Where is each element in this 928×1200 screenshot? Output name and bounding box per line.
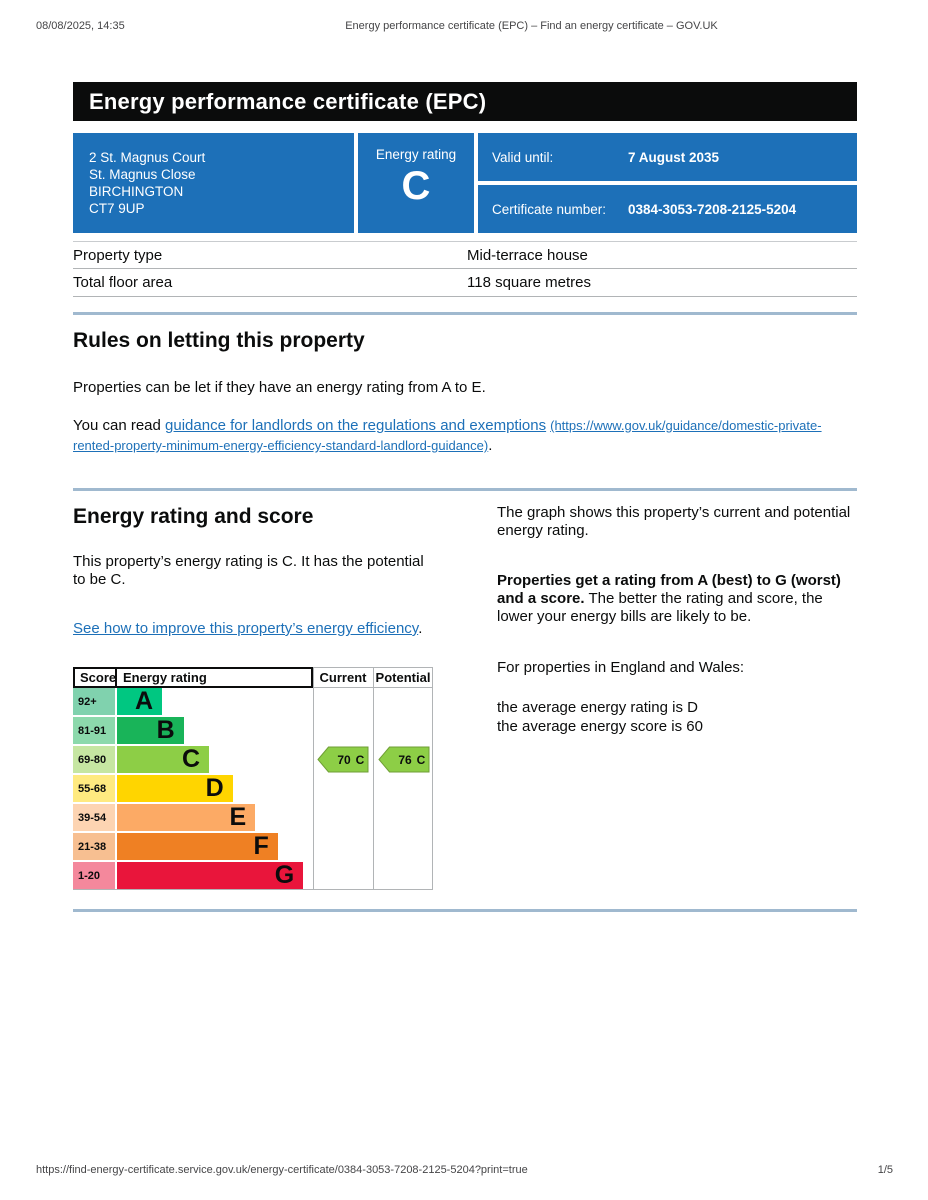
epc-score-range: 39-54 — [73, 804, 115, 831]
rules-paragraph: Properties can be let if they have an energy rating from A to E. — [73, 379, 486, 396]
epc-band-bar-e — [117, 804, 255, 831]
epc-band-row-b — [73, 717, 433, 744]
svg-text:70: 70 — [337, 753, 351, 767]
property-address — [73, 133, 354, 233]
rating-explanation-rest: The better the rating and score, the lower your energy bills are likely to be. — [497, 590, 823, 625]
certificate-number-label: Certificate number: — [492, 201, 607, 217]
guidance-text-suffix: . — [488, 437, 493, 454]
section-divider — [73, 909, 857, 912]
section-divider — [73, 488, 857, 491]
chart-col-energy-rating: Energy rating — [123, 670, 207, 685]
epc-band-bar-c — [117, 746, 209, 773]
epc-score-range: 21-38 — [73, 833, 115, 860]
epc-band-area — [117, 775, 313, 802]
epc-band-bar-a — [117, 688, 162, 715]
chart-header-left — [73, 667, 313, 688]
certificate-validity-panel — [478, 133, 857, 233]
valid-until-label: Valid until: — [492, 149, 554, 165]
svg-text:C: C — [355, 753, 365, 767]
guidance-link-url: (https://www.gov.uk/guidance/domestic-private-rented-property-minimum-energy-efficiency-standard-landlord-guidance) — [73, 418, 822, 453]
average-score-line: the average energy score is 60 — [497, 718, 703, 735]
energy-rating-section — [73, 504, 857, 890]
chart-col-current: Current — [313, 667, 373, 688]
valid-until-row — [478, 133, 857, 181]
rules-heading: Rules on letting this property — [73, 329, 365, 352]
epc-band-letter: G — [274, 861, 295, 889]
epc-band-letter: D — [205, 774, 224, 802]
epc-band-area — [117, 833, 313, 860]
epc-band-bar-f — [117, 833, 278, 860]
print-url: https://find-energy-certificate.service.gov.uk/energy-certificate/0384-3053-7208-2125-5204?print=true — [36, 1164, 528, 1176]
property-type-label: Property type — [73, 246, 163, 264]
certificate-number-value: 0384-3053-7208-2125-5204 — [628, 201, 797, 217]
energy-rating-panel — [358, 133, 474, 233]
table-row — [73, 269, 857, 297]
address-line: CT7 9UP — [89, 201, 145, 216]
section-divider — [73, 312, 857, 315]
certificate-number-row — [478, 185, 857, 233]
print-document-title: Energy performance certificate (EPC) – Find an energy certificate – GOV.UK — [345, 20, 718, 32]
epc-score-range: 55-68 — [73, 775, 115, 802]
chart-grid-line — [432, 667, 433, 890]
epc-band-row-d — [73, 775, 433, 802]
rating-explanation-bold: Properties get a rating from A (best) to G (worst) and a score. — [497, 572, 841, 607]
certificate-page — [73, 82, 857, 912]
rating-right-column — [497, 504, 857, 890]
energy-rating-heading: Energy rating and score — [73, 505, 314, 528]
epc-band-area — [117, 717, 313, 744]
potential-rating-arrow — [378, 746, 430, 773]
guidance-text-prefix: You can read — [73, 417, 166, 434]
chart-grid-line — [313, 667, 314, 890]
page-title: Energy performance certificate (EPC) — [89, 88, 487, 114]
chart-col-score: Score — [75, 669, 117, 686]
epc-band-row-a — [73, 688, 433, 715]
address-line: BIRCHINGTON — [89, 184, 184, 199]
epc-band-row-g — [73, 862, 433, 889]
epc-band-area — [117, 804, 313, 831]
svg-text:76: 76 — [398, 753, 412, 767]
epc-band-letter: E — [229, 803, 247, 831]
energy-rating-chart — [73, 667, 433, 890]
total-floor-area-label: Total floor area — [73, 274, 173, 291]
chart-grid-line — [373, 667, 374, 890]
epc-band-area — [117, 862, 313, 889]
landlord-guidance-paragraph — [73, 416, 857, 456]
epc-band-letter: B — [156, 716, 175, 744]
address-line: St. Magnus Close — [89, 167, 196, 182]
epc-score-range: 69-80 — [73, 746, 115, 773]
epc-band-area — [117, 746, 313, 773]
print-page-number: 1/5 — [877, 1164, 893, 1176]
certificate-banner — [73, 82, 857, 121]
improve-paragraph — [73, 619, 437, 638]
svg-text:C: C — [416, 753, 426, 767]
average-rating-line: the average energy rating is D — [497, 699, 698, 716]
epc-score-range: 92+ — [73, 688, 115, 715]
energy-rating-value: C — [401, 164, 431, 208]
epc-score-range: 1-20 — [73, 862, 115, 889]
valid-until-value: 7 August 2035 — [628, 149, 720, 165]
chart-col-potential: Potential — [373, 667, 433, 688]
epc-band-area — [117, 688, 313, 715]
guidance-link-text: guidance for landlords on the regulations and exemptions — [165, 417, 547, 434]
print-datetime: 08/08/2025, 14:35 — [36, 20, 125, 32]
print-footer — [36, 1164, 893, 1176]
certificate-summary-box — [73, 133, 857, 233]
total-floor-area-value: 118 square metres — [467, 274, 591, 291]
improve-efficiency-link[interactable]: See how to improve this property’s energy efficiency — [73, 620, 419, 637]
averages-paragraph — [497, 698, 857, 736]
epc-band-bar-d — [117, 775, 233, 802]
energy-rating-label: Energy rating — [375, 147, 457, 162]
chart-band-rows — [73, 688, 433, 890]
landlord-guidance-link[interactable] — [73, 417, 822, 454]
table-row — [73, 241, 857, 269]
address-line: 2 St. Magnus Court — [89, 150, 206, 165]
epc-band-letter: C — [182, 745, 201, 773]
current-rating-arrow — [317, 746, 369, 773]
chart-header-row — [73, 667, 433, 688]
epc-score-range: 81-91 — [73, 717, 115, 744]
rating-explanation-paragraph — [497, 572, 857, 626]
epc-band-letter: A — [135, 687, 154, 715]
rating-left-column — [73, 504, 437, 890]
epc-band-row-e — [73, 804, 433, 831]
england-wales-paragraph: For properties in England and Wales: — [497, 659, 745, 676]
property-type-value: Mid-terrace house — [467, 246, 588, 264]
improve-link-suffix: . — [418, 620, 423, 637]
epc-band-row-f — [73, 833, 433, 860]
epc-band-bar-b — [117, 717, 184, 744]
epc-band-bar-g — [117, 862, 303, 889]
graph-description-paragraph: The graph shows this property’s current and potential energy rating. — [497, 504, 851, 539]
rating-intro-paragraph: This property’s energy rating is C. It has the potential to be C. — [73, 553, 424, 588]
epc-band-letter: F — [253, 832, 269, 860]
property-summary-table — [73, 241, 857, 297]
